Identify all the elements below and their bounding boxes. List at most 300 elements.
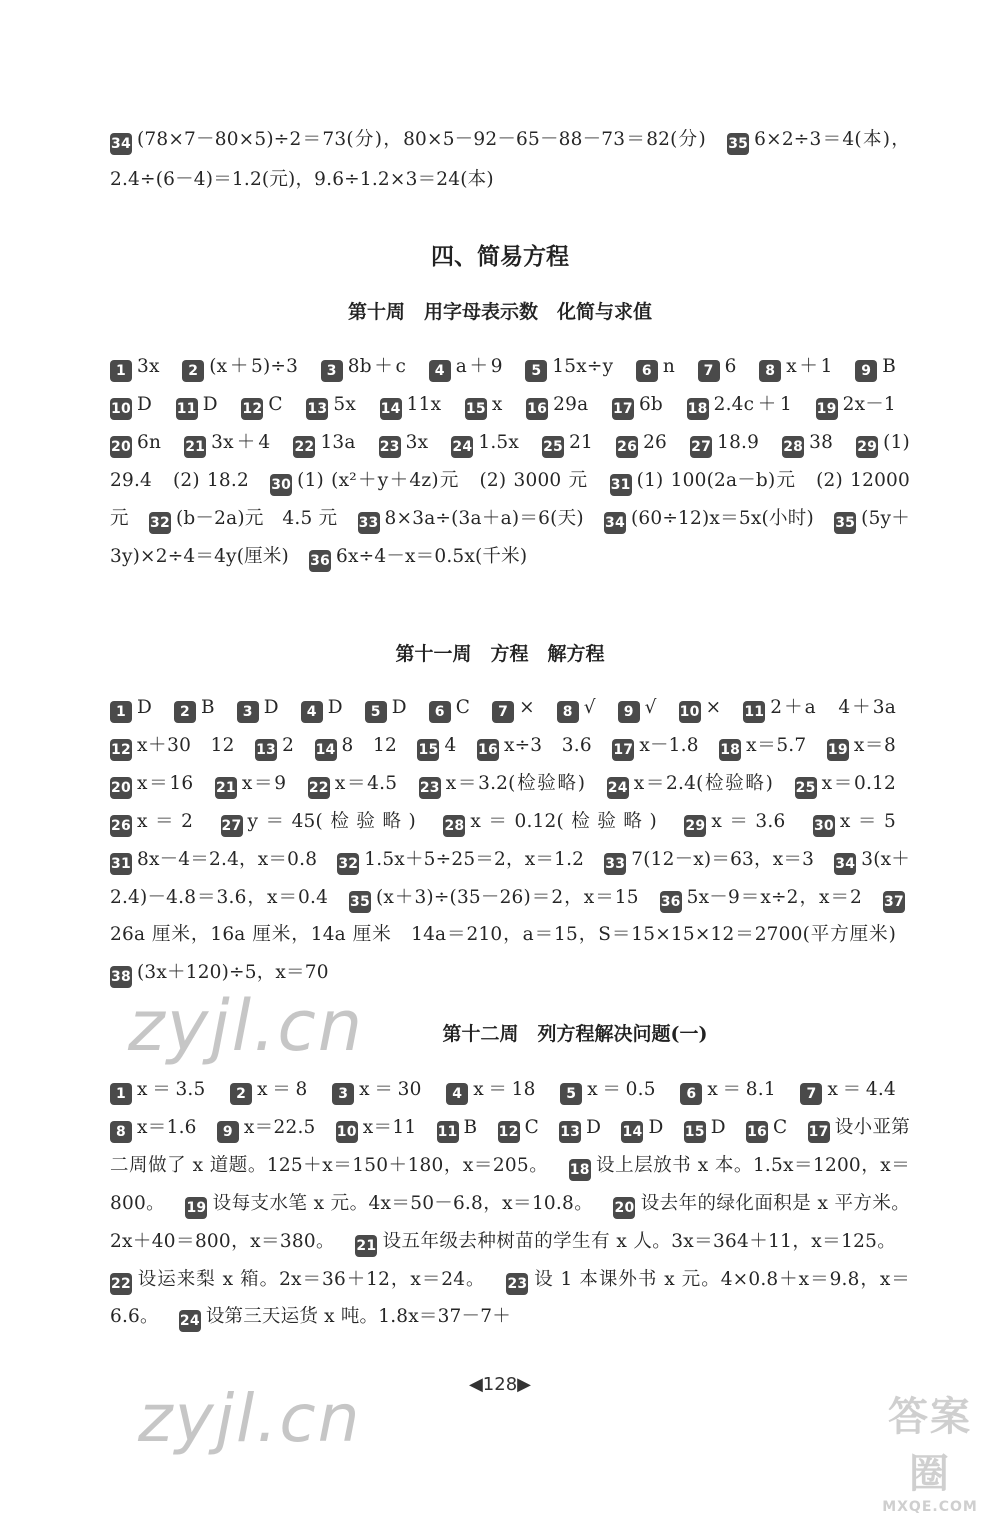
answer-text: x＝8 xyxy=(257,1079,308,1100)
answer-text: (3x＋120)÷5，x＝70 xyxy=(137,962,329,984)
answer-item xyxy=(855,356,896,377)
question-number-badge: 17 xyxy=(612,398,634,420)
answer-item xyxy=(607,773,773,794)
watermark-zyjl-bottom: zyjl.cn xyxy=(138,1380,362,1457)
answer-item xyxy=(684,811,785,832)
answer-item xyxy=(215,773,286,794)
answer-item xyxy=(542,432,593,453)
answer-text: 11x xyxy=(406,393,442,415)
answer-text: B xyxy=(882,356,897,377)
answer-text: × xyxy=(519,697,535,718)
answer-text: (1) 29.4 (2) 18.2 xyxy=(110,431,910,491)
answer-item xyxy=(241,394,282,415)
answer-item xyxy=(660,887,862,908)
answer-item xyxy=(719,735,806,756)
answer-item xyxy=(182,356,298,377)
question-number-badge: 23 xyxy=(506,1273,528,1295)
question-number-badge: 25 xyxy=(542,436,564,458)
answer-text: x＝8.1 xyxy=(707,1079,776,1100)
answer-item xyxy=(309,546,527,567)
question-number-badge: 26 xyxy=(110,815,132,837)
answer-text: 4 xyxy=(444,734,457,756)
question-number-badge: 12 xyxy=(241,398,263,420)
answer-item xyxy=(684,1117,726,1138)
answer-item xyxy=(525,356,613,377)
question-number-badge: 21 xyxy=(184,436,206,458)
question-number-badge: 2 xyxy=(174,701,196,723)
answer-text: √ xyxy=(644,697,657,718)
question-number-badge: 30 xyxy=(813,815,835,837)
question-number-badge: 9 xyxy=(217,1121,239,1143)
answer-item xyxy=(270,470,588,491)
answer-text: (1) (x²＋y＋4z)元 (2) 3000 元 xyxy=(297,469,589,491)
question-number-badge: 34 xyxy=(110,133,132,155)
answer-item xyxy=(221,811,416,832)
question-number-badge: 25 xyxy=(795,777,817,799)
answer-text: C xyxy=(268,393,283,415)
answer-item xyxy=(813,811,896,832)
question-number-badge: 28 xyxy=(443,815,465,837)
question-number-badge: 28 xyxy=(782,436,804,458)
answer-text: 3x xyxy=(137,356,160,377)
answer-item xyxy=(110,432,161,453)
question-number-badge: 6 xyxy=(680,1083,702,1105)
answer-text: 21 xyxy=(569,431,594,453)
answer-item xyxy=(355,1231,896,1252)
answer-text: x＝0.5 xyxy=(587,1079,656,1100)
question-number-badge: 35 xyxy=(727,133,749,155)
answer-text: n xyxy=(662,356,675,377)
answer-text: D xyxy=(391,697,407,718)
question-number-badge: 21 xyxy=(355,1235,377,1257)
answer-item xyxy=(176,394,218,415)
answer-item xyxy=(612,394,663,415)
answer-item xyxy=(217,1117,316,1138)
answer-text: x＝16 xyxy=(137,772,194,794)
answer-text: 26 xyxy=(643,431,668,453)
answer-text: x＋1 xyxy=(786,356,833,377)
answer-item xyxy=(443,811,656,832)
question-number-badge: 11 xyxy=(437,1121,459,1143)
question-number-badge: 29 xyxy=(684,815,706,837)
answer-text: 设去年的绿化面积是 x 平方米。2x＋40＝800，x＝380。 xyxy=(110,1192,910,1252)
answer-item xyxy=(110,1117,197,1138)
question-number-badge: 2 xyxy=(182,360,204,382)
answer-item xyxy=(110,129,706,150)
answer-item xyxy=(782,432,833,453)
question-number-badge: 17 xyxy=(612,739,634,761)
question-number-badge: 13 xyxy=(559,1121,581,1143)
answer-text: 设每支水笔 x 元。4x＝50－6.8，x＝10.8。 xyxy=(212,1192,594,1214)
answer-text: x＝3.5 xyxy=(137,1079,206,1100)
answer-item xyxy=(618,697,657,718)
answer-text: (b－2a)元 4.5 元 xyxy=(175,507,338,529)
answer-text: x xyxy=(491,393,503,415)
answer-item xyxy=(616,432,667,453)
answer-text: 18.9 xyxy=(717,431,760,453)
watermark-mxqe xyxy=(870,1385,990,1515)
answer-text: x＝30 xyxy=(359,1079,422,1100)
answer-text: 8×3a÷(3a＋a)＝6(天) xyxy=(384,507,584,529)
answer-text: x＝3.6 xyxy=(711,810,786,832)
question-number-badge: 7 xyxy=(492,701,514,723)
question-number-badge: 22 xyxy=(110,1273,132,1295)
answer-text: C xyxy=(455,697,471,718)
answer-text: 8x－4＝2.4，x＝0.8 xyxy=(137,848,318,870)
question-number-badge: 9 xyxy=(618,701,640,723)
answer-text: 1.5x＋5÷25＝2，x＝1.2 xyxy=(364,848,585,870)
question-number-badge: 5 xyxy=(365,701,387,723)
question-number-badge: 34 xyxy=(834,853,856,875)
page-number: ◀128▶ xyxy=(468,1374,532,1395)
answer-text: D xyxy=(586,1116,602,1138)
question-number-badge: 19 xyxy=(185,1197,207,1219)
answer-text: x＝0.12 xyxy=(821,772,896,794)
question-number-badge: 16 xyxy=(526,398,548,420)
question-number-badge: 20 xyxy=(613,1197,635,1219)
question-number-badge: 33 xyxy=(604,853,626,875)
answer-text: 设小亚第二周做了 x 道题。125＋x＝150＋180，x＝205。 xyxy=(110,1116,910,1176)
answer-text: D xyxy=(263,697,279,718)
question-number-badge: 27 xyxy=(221,815,243,837)
question-number-badge: 31 xyxy=(110,853,132,875)
answer-text: (78×7－80×5)÷2＝73(分)，80×5－92－65－88－73＝82(分) xyxy=(137,129,706,150)
answer-text: x＝11 xyxy=(362,1116,417,1138)
answer-item xyxy=(698,356,737,377)
answer-item xyxy=(110,773,193,794)
question-number-badge: 2 xyxy=(230,1083,252,1105)
answer-item xyxy=(612,735,698,756)
answer-text: a＋9 xyxy=(455,356,503,377)
answer-item xyxy=(185,1193,593,1214)
answer-item xyxy=(746,1117,787,1138)
week10-title: 第十周 用字母表示数 化简与求值 xyxy=(347,301,652,323)
answer-text: 3x＋4 xyxy=(211,431,271,453)
answer-item xyxy=(110,356,160,377)
answer-text: (5y＋3y)×2÷4＝4y(厘米) xyxy=(110,507,910,567)
question-number-badge: 11 xyxy=(176,398,198,420)
answer-item xyxy=(419,773,585,794)
question-number-badge: 11 xyxy=(743,701,765,723)
answer-text: D xyxy=(327,697,343,718)
answer-item xyxy=(604,508,814,529)
answer-text: 2.4c＋1 xyxy=(713,393,792,415)
answer-text: x＝2.4(检验略) xyxy=(633,772,774,794)
question-number-badge: 5 xyxy=(525,360,547,382)
question-number-badge: 8 xyxy=(110,1121,132,1143)
watermark-mxqe-cn: 答案圈 xyxy=(888,1394,972,1497)
question-number-badge: 8 xyxy=(759,360,781,382)
question-number-badge: 1 xyxy=(110,701,132,723)
question-number-badge: 3 xyxy=(321,360,343,382)
answer-text: × xyxy=(705,697,722,718)
question-number-badge: 14 xyxy=(380,398,402,420)
answer-text: 8 12 xyxy=(341,734,397,756)
answer-text: D xyxy=(137,393,153,415)
answer-item xyxy=(110,811,193,832)
question-number-badge: 4 xyxy=(429,360,451,382)
week10-answers xyxy=(110,348,910,575)
intro-answers xyxy=(110,120,910,200)
answer-item xyxy=(557,697,596,718)
answer-text: 5x－9＝x÷2，x＝2 xyxy=(686,886,863,908)
question-number-badge: 37 xyxy=(883,891,905,913)
answer-text: 设 1 本课外书 x 元。4×0.8＋x＝9.8，x＝6.6。 xyxy=(110,1268,910,1328)
answer-text: x＝4.4 xyxy=(827,1079,896,1100)
question-number-badge: 24 xyxy=(451,436,473,458)
answer-text: √ xyxy=(583,697,596,718)
question-number-badge: 20 xyxy=(110,777,132,799)
answer-item xyxy=(690,432,759,453)
answer-item xyxy=(636,356,675,377)
answer-text: 6x÷4－x＝0.5x(千米) xyxy=(336,545,528,567)
answer-item xyxy=(795,773,896,794)
answer-item xyxy=(110,849,317,870)
answer-item xyxy=(446,1079,535,1100)
question-number-badge: 4 xyxy=(301,701,323,723)
answer-text: 2x－1 xyxy=(842,393,896,415)
question-number-badge: 6 xyxy=(636,360,658,382)
answer-text: 5x xyxy=(333,393,356,415)
answer-text: x＝18 xyxy=(473,1079,536,1100)
answer-item xyxy=(336,1117,417,1138)
answer-item xyxy=(110,735,235,756)
answer-item xyxy=(451,432,519,453)
question-number-badge: 22 xyxy=(293,436,315,458)
question-number-badge: 16 xyxy=(746,1121,768,1143)
question-number-badge: 20 xyxy=(110,436,132,458)
answer-text: 6 xyxy=(724,356,737,377)
answer-item xyxy=(237,697,279,718)
answer-text: 3(x＋2.4)－4.8＝3.6，x＝0.4 xyxy=(110,848,910,908)
answer-item xyxy=(179,1306,511,1330)
week12-answers xyxy=(110,1071,910,1336)
question-number-badge: 14 xyxy=(621,1121,643,1143)
question-number-badge: 1 xyxy=(110,360,132,382)
answer-text: x＝8 xyxy=(853,734,896,756)
watermark-mxqe-en: MXQE.COM xyxy=(882,1499,978,1515)
answer-text: 3x xyxy=(405,431,429,453)
question-number-badge: 15 xyxy=(417,739,439,761)
answer-text: (x＋5)÷3 xyxy=(209,356,299,377)
question-number-badge: 30 xyxy=(270,474,292,496)
answer-text: D xyxy=(137,697,153,718)
answer-text: 7(12－x)＝63，x＝3 xyxy=(631,848,815,870)
answer-item xyxy=(687,394,792,415)
answer-text: 6n xyxy=(137,431,162,453)
answer-item xyxy=(110,394,152,415)
question-number-badge: 18 xyxy=(687,398,709,420)
question-number-badge: 1 xyxy=(110,1083,132,1105)
question-number-badge: 21 xyxy=(215,777,237,799)
question-number-badge: 10 xyxy=(336,1121,358,1143)
answer-text: x÷3 3.6 xyxy=(503,734,592,756)
question-number-badge: 10 xyxy=(110,398,132,420)
question-number-badge: 34 xyxy=(604,512,626,534)
answer-text: 2 xyxy=(282,734,295,756)
question-number-badge: 35 xyxy=(349,891,371,913)
answer-text: (x＋3)÷(35－26)＝2，x＝15 xyxy=(375,886,639,908)
answer-item xyxy=(306,394,356,415)
question-number-badge: 22 xyxy=(308,777,330,799)
answer-text: x＝5 xyxy=(839,810,896,832)
question-number-badge: 33 xyxy=(358,512,380,534)
question-number-badge: 31 xyxy=(610,474,632,496)
answer-text: C xyxy=(524,1116,539,1138)
question-number-badge: 24 xyxy=(179,1310,201,1332)
question-number-badge: 12 xyxy=(498,1121,520,1143)
answer-item xyxy=(429,356,503,377)
answer-text: x＋30 12 xyxy=(137,734,235,756)
question-number-badge: 13 xyxy=(306,398,328,420)
answer-item xyxy=(149,508,337,529)
answer-text: 设第三天运货 x 吨。1.8x＝37－7＋ xyxy=(205,1306,511,1328)
answer-text: (60÷12)x＝5x(小时) xyxy=(630,507,814,529)
answer-item xyxy=(110,962,329,986)
answer-item xyxy=(827,735,896,756)
question-number-badge: 23 xyxy=(379,436,401,458)
question-number-badge: 7 xyxy=(800,1083,822,1105)
answer-item xyxy=(321,356,406,377)
question-number-badge: 15 xyxy=(684,1121,706,1143)
question-number-badge: 3 xyxy=(237,701,259,723)
answer-item xyxy=(621,1117,663,1138)
answer-text: 1.5x xyxy=(478,431,519,453)
answer-text: B xyxy=(463,1116,478,1138)
answer-text: 2＋a 4＋3a xyxy=(770,697,896,718)
question-number-badge: 4 xyxy=(446,1083,468,1105)
answer-item xyxy=(560,1079,655,1100)
answer-item xyxy=(816,394,896,415)
question-number-badge: 12 xyxy=(110,739,132,761)
question-number-badge: 35 xyxy=(834,512,856,534)
answer-item xyxy=(230,1079,307,1100)
answer-item xyxy=(255,735,294,756)
question-number-badge: 36 xyxy=(660,891,682,913)
question-number-badge: 18 xyxy=(719,739,741,761)
answer-item xyxy=(308,773,397,794)
question-number-badge: 16 xyxy=(477,739,499,761)
answer-text: x＝4.5 xyxy=(334,772,398,794)
answer-item xyxy=(437,1117,478,1138)
answer-text: 15x÷y xyxy=(552,356,614,377)
answer-item xyxy=(110,1269,486,1290)
section-title: 四、简易方程 xyxy=(431,244,569,270)
answer-item xyxy=(800,1079,895,1100)
answer-text: x＝2 xyxy=(137,810,194,832)
answer-item xyxy=(604,849,814,870)
answer-text: 13a xyxy=(320,431,356,453)
question-number-badge: 6 xyxy=(429,701,451,723)
answer-text: 6×2÷3＝4(本)，2.4÷(6－4)＝1.2(元)，9.6÷1.2×3＝24(本) xyxy=(110,129,911,190)
question-number-badge: 19 xyxy=(816,398,838,420)
answer-item xyxy=(477,735,592,756)
answer-item xyxy=(559,1117,601,1138)
question-number-badge: 23 xyxy=(419,777,441,799)
answer-item xyxy=(332,1079,421,1100)
answer-text: 26a 厘米，16a 厘米，14a 厘米 14a＝210，a＝15，S＝15×15×12＝2700(平方厘米) xyxy=(110,924,896,946)
question-number-badge: 7 xyxy=(698,360,720,382)
answer-text: D xyxy=(202,393,218,415)
answer-text: 设上层放书 x 本。1.5x＝1200，x＝800。 xyxy=(110,1154,910,1214)
question-number-badge: 36 xyxy=(309,550,331,572)
answer-item xyxy=(380,394,442,415)
answer-item xyxy=(526,394,588,415)
answer-item xyxy=(293,432,355,453)
question-number-badge: 5 xyxy=(560,1083,582,1105)
question-number-badge: 17 xyxy=(808,1121,830,1143)
answer-item xyxy=(301,697,343,718)
answer-item xyxy=(358,508,584,529)
answer-text: 设运来梨 x 箱。2x＝36＋12，x＝24。 xyxy=(137,1268,486,1290)
answer-text: (1) 100(2a－b)元 (2) 12000 元 xyxy=(110,469,910,529)
question-number-badge: 18 xyxy=(569,1159,591,1181)
answer-item xyxy=(743,697,896,718)
question-number-badge: 32 xyxy=(337,853,359,875)
question-number-badge: 27 xyxy=(690,436,712,458)
answer-item xyxy=(110,697,152,718)
answer-item xyxy=(759,356,832,377)
answer-text: D xyxy=(648,1116,664,1138)
answer-item xyxy=(174,697,215,718)
question-number-badge: 38 xyxy=(110,966,132,988)
question-number-badge: 32 xyxy=(149,512,171,534)
question-number-badge: 15 xyxy=(465,398,487,420)
answer-item xyxy=(465,394,503,415)
answer-text: y＝45(检验略) xyxy=(247,810,416,832)
answer-item xyxy=(492,697,535,718)
answer-item xyxy=(365,697,407,718)
answer-text: 38 xyxy=(809,431,834,453)
answer-item xyxy=(337,849,584,870)
answer-item xyxy=(349,887,639,908)
answer-item xyxy=(379,432,429,453)
watermark-zyjl-top: zyjl.cn xyxy=(128,985,365,1067)
answer-text: 29a xyxy=(553,393,589,415)
answer-item xyxy=(429,697,470,718)
answer-text: x＝0.12(检验略) xyxy=(470,810,657,832)
answer-item xyxy=(498,1117,539,1138)
answer-item xyxy=(110,1079,205,1100)
answer-text: x＝22.5 xyxy=(243,1116,316,1138)
answer-text: x－1.8 xyxy=(639,734,699,756)
answer-text: x＝3.2(检验略) xyxy=(445,772,586,794)
week11-answers xyxy=(110,689,910,992)
answer-text: x＝5.7 xyxy=(746,734,807,756)
question-number-badge: 10 xyxy=(679,701,701,723)
question-number-badge: 8 xyxy=(557,701,579,723)
answer-text: x＝9 xyxy=(241,772,287,794)
question-number-badge: 14 xyxy=(315,739,337,761)
answer-text: 设五年级去种树苗的学生有 x 人。3x＝364＋11，x＝125。 xyxy=(382,1230,896,1252)
question-number-badge: 19 xyxy=(827,739,849,761)
answer-item xyxy=(679,697,722,718)
answer-item xyxy=(417,735,456,756)
question-number-badge: 3 xyxy=(332,1083,354,1105)
answer-item xyxy=(680,1079,775,1100)
week12-title: 第十二周 列方程解决问题(一) xyxy=(442,1023,708,1045)
answer-text: B xyxy=(201,697,215,718)
answer-text: 8b＋c xyxy=(347,356,407,377)
answer-text: C xyxy=(773,1116,788,1138)
answer-text: x＝1.6 xyxy=(137,1116,197,1138)
question-number-badge: 13 xyxy=(255,739,277,761)
answer-text: D xyxy=(710,1116,726,1138)
week11-title: 第十一周 方程 解方程 xyxy=(395,643,605,665)
question-number-badge: 29 xyxy=(856,436,878,458)
answer-item xyxy=(315,735,397,756)
question-number-badge: 24 xyxy=(607,777,629,799)
